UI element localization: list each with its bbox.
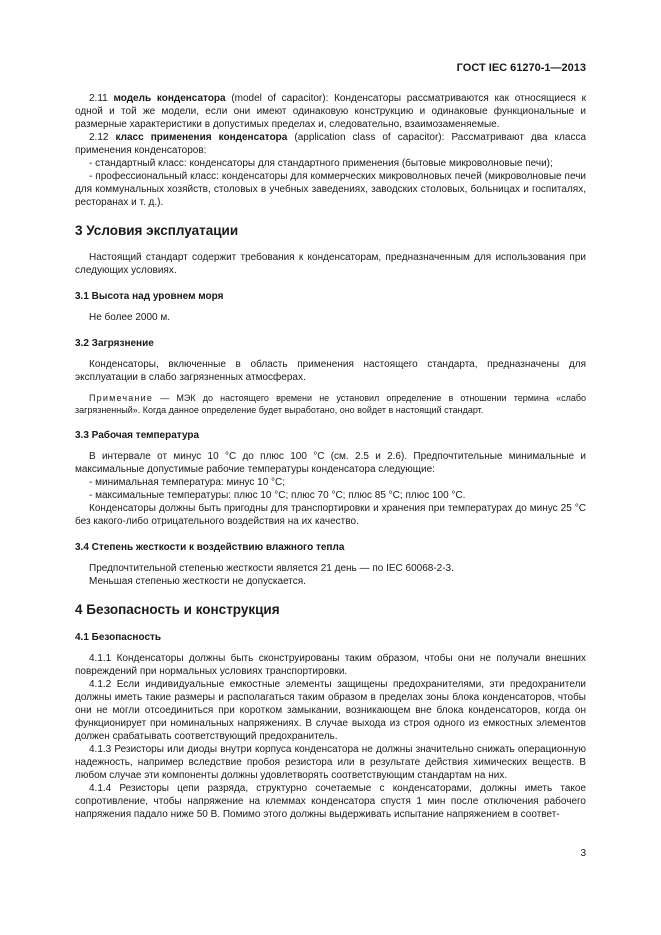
clause-2-12 [75, 131, 586, 157]
note-text: — МЭК до настоящего времени не установил определение в отношении термина «слабо загрязненный». Когда данное определение будет выработано, оно войдет в настоящий стандарт. [75, 393, 586, 415]
clause-4-1-4: 4.1.4 Резисторы цепи разряда, структурно сочетаемые с конденсаторами, должны иметь такое сопротивление, чтобы напряжение на клеммах конденсатора спустя 1 мин после отключения рабочего напряжения падало ниже 50 В. Помимо этого должны выдерживать испытание напряжением в соответ- [75, 783, 586, 820]
section-3-intro: Настоящий стандарт содержит требования к конденсаторам, предназначенным для использования при следующих условиях. [75, 252, 586, 276]
subsection-3-1-title: 3.1 Высота над уровнем моря [75, 291, 224, 302]
clause-text: (model of capacitor): Конденсаторы рассматриваются как относящиеся к одной и той же модели, если они имеют одинаковую конструкцию и одинаковые функциональные и размерные характеристики в допустимых пределах и, следовательно, взаимозаменяемые. [75, 93, 587, 130]
clause-4-1-2: 4.1.2 Если индивидуальные емкостные элементы защищены предохранителями, эти предохранители должны иметь такие размеры и располагаться таким образом в пределах зоны блока конденсаторов, чтобы они не могли отсоединиться при коротком замыкании, возникающем вне блока конденсаторов, когда он функционирует при номинальных напряжениях. В случае выхода из строя одного из емкостных элементов должен срабатывать соответствующий предохранитель. [75, 679, 586, 742]
clause-4-1-3: 4.1.3 Резисторы или диоды внутри корпуса конденсатора не должны значительно снижать операционную надежность, например вследствие пробоя резистора или в результате действия химических веществ. В любом случае эти компоненты должны удовлетворять соответствующим стандартам на них. [75, 744, 586, 781]
subsection-3-2-text: Конденсаторы, включенные в область применения настоящего стандарта, предназначены для эксплуатации в слабо загрязненных атмосферах. [75, 359, 586, 383]
subsection-3-1-text: Не более 2000 м. [89, 312, 171, 323]
subsection-3-3-title: 3.3 Рабочая температура [75, 430, 200, 441]
section-3-title: 3 Условия эксплуатации [75, 223, 239, 238]
subsection-3-4-title: 3.4 Степень жесткости к воздействию влажного тепла [75, 542, 345, 553]
subsection-3-2-title: 3.2 Загрязнение [75, 338, 154, 349]
subsection-3-4-line-1: Предпочтительной степенью жесткости является 21 день — по IEC 60068-2-3. [89, 563, 454, 574]
list-item: - профессиональный класс: конденсаторы для коммерческих микроволновых печей (микроволновые печи для коммунальных хозяйств, столовых в учебных заведениях, заводских столовых, больницах и госпиталях, ресторанах и т. д.). [75, 171, 586, 208]
note [75, 392, 586, 416]
clause-4-1-1: 4.1.1 Конденсаторы должны быть сконструированы таким образом, чтобы они не получали внешних повреждений при нормальных условиях транспортировки. [75, 653, 586, 677]
note-label: Примечание [89, 393, 154, 403]
page-number: 3 [580, 848, 586, 859]
clause-text: (application class of capacitor): Рассматривают два класса применения конденсаторов: [75, 132, 587, 156]
subsection-3-3-text-2: Конденсаторы должны быть пригодны для транспортировки и хранения при температурах до минус 25 °С без какого-либо отрицательного воздействия на их качество. [75, 503, 586, 527]
clause-number: 2.12 [89, 132, 109, 143]
clause-term: класс применения конденсатора [115, 132, 288, 143]
list-item: - максимальные температуры: плюс 10 °С; плюс 70 °С; плюс 85 °С; плюс 100 °С. [89, 490, 466, 501]
clause-number: 2.11 [89, 93, 108, 104]
page-content [75, 92, 586, 821]
document-header: ГОСТ IEC 61270-1—2013 [456, 62, 586, 74]
list-item: - стандартный класс: конденсаторы для стандартного применения (бытовые микроволновые печи); [89, 158, 553, 169]
section-4-title: 4 Безопасность и конструкция [75, 602, 280, 617]
subsection-4-1-title: 4.1 Безопасность [75, 632, 162, 643]
subsection-3-4-line-2: Меньшая степенью жесткости не допускается. [89, 576, 306, 587]
list-item: - минимальная температура: минус 10 °С; [89, 477, 286, 488]
clause-term: модель конденсатора [113, 93, 226, 104]
subsection-3-3-text: В интервале от минус 10 °С до плюс 100 °С (см. 2.5 и 2.6). Предпочтительные минимальные и максимальные допустимые рабочие температуры конденсатора следующие: [75, 451, 586, 475]
clause-2-11 [75, 92, 586, 131]
